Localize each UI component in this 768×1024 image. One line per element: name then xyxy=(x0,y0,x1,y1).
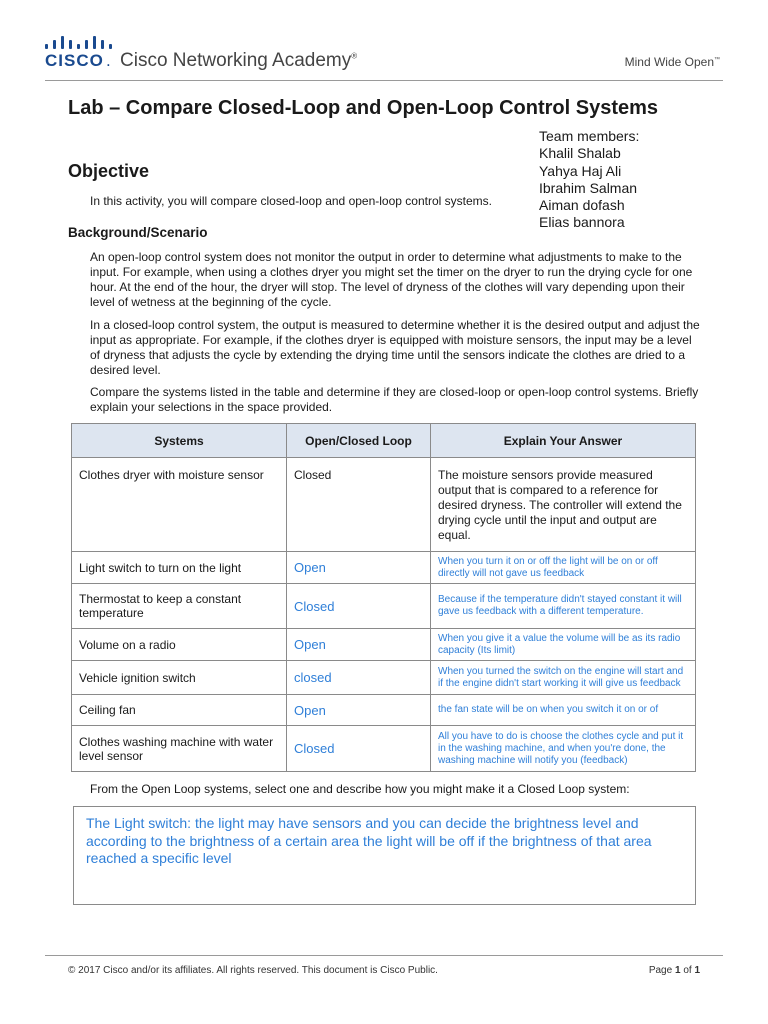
closed-loop-answer: The Light switch: the light may have sensors and you can decide the brightness level and according to the brightness of a certain area the light will be off if the brightness of that area reached a specific level xyxy=(86,815,652,866)
system-cell: Light switch to turn on the light xyxy=(72,552,287,584)
explain-cell: When you turned the switch on the engine will start and if the engine didn't start working it will give us feedback xyxy=(431,661,696,695)
table-header-row xyxy=(72,424,696,458)
system-cell: Volume on a radio xyxy=(72,629,287,661)
objective-heading: Objective xyxy=(68,161,150,181)
header-divider xyxy=(45,80,723,81)
loop-cell: Closed xyxy=(287,726,431,772)
brand-dot: . xyxy=(106,51,111,70)
system-cell: Thermostat to keep a constant temperature xyxy=(72,584,287,629)
table-row xyxy=(72,695,696,726)
system-cell: Clothes washing machine with water level sensor xyxy=(72,726,287,772)
copyright: © 2017 Cisco and/or its affiliates. All rights reserved. This document is Cisco Public. xyxy=(68,965,438,976)
loop-cell: Open xyxy=(287,552,431,584)
system-cell: Ceiling fan xyxy=(72,695,287,726)
header-explain: Explain Your Answer xyxy=(431,424,696,458)
explain-cell: The moisture sensors provide measured output that is compared to a reference for desired dryness. The controller will extend the drying cycle until the input and output are equal. xyxy=(431,458,696,552)
team-member: Elias bannora xyxy=(539,214,625,231)
table-row xyxy=(72,661,696,695)
academy-name: Cisco Networking Academy® xyxy=(120,50,358,71)
background-paragraph: An open-loop control system does not monitor the output in order to determine what adjustments to make to the input. For example, when using a clothes dryer you might set the timer on the dryer to run the drying cycle for one hour. At the end of the hour, the dryer will stop. The level of dryness of the clothes will vary depending upon their level of wetness at the beginning of the cycle. xyxy=(90,250,693,309)
explain-cell: the fan state will be on when you switch it on or of xyxy=(431,695,696,726)
explain-cell: When you give it a value the volume will be as its radio capacity (Its limit) xyxy=(431,629,696,661)
cisco-logo-bars-icon xyxy=(45,33,109,49)
team-member: Khalil Shalab xyxy=(539,145,621,162)
table-row xyxy=(72,726,696,772)
footer-divider xyxy=(45,955,723,956)
page-title: Lab – Compare Closed-Loop and Open-Loop Control Systems xyxy=(68,97,659,119)
tagline: Mind Wide Open™ xyxy=(624,55,720,69)
loop-cell: closed xyxy=(287,661,431,695)
table-row xyxy=(72,584,696,629)
objective-text: In this activity, you will compare closed-loop and open-loop control systems. xyxy=(90,194,492,208)
background-heading: Background/Scenario xyxy=(68,225,208,240)
page-number: Page 1 of 1 xyxy=(648,965,700,976)
closed-loop-answer-box xyxy=(73,806,696,905)
cisco-brand: CISCO xyxy=(45,51,104,70)
loop-cell: Open xyxy=(287,629,431,661)
background-paragraph: Compare the systems listed in the table and determine if they are closed-loop or open-loop control systems. Briefly explain your selections in the space provided. xyxy=(90,385,699,414)
header-systems: Systems xyxy=(72,424,287,458)
team-member: Ibrahim Salman xyxy=(539,179,638,196)
table-row xyxy=(72,458,696,552)
loop-cell: Closed xyxy=(287,458,431,552)
team-member: Yahya Haj Ali xyxy=(539,162,622,179)
explain-cell: When you turn it on or off the light will be on or off directly will not gave us feedback xyxy=(431,552,696,584)
table-row xyxy=(72,552,696,584)
system-cell: Clothes dryer with moisture sensor xyxy=(72,458,287,552)
header-loop: Open/Closed Loop xyxy=(287,424,431,458)
team-member: Aiman dofash xyxy=(539,197,625,214)
systems-table xyxy=(71,423,696,772)
closed-loop-prompt: From the Open Loop systems, select one and describe how you might make it a Closed Loop system: xyxy=(90,782,630,796)
table-row xyxy=(72,629,696,661)
team-members xyxy=(539,128,639,232)
loop-cell: Open xyxy=(287,695,431,726)
explain-cell: All you have to do is choose the clothes cycle and put it in the washing machine, and when you're done, the washing machine will notify you (feedback) xyxy=(431,726,696,772)
loop-cell: Closed xyxy=(287,584,431,629)
explain-cell: Because if the temperature didn't stayed constant it will gave us feedback with a different temperature. xyxy=(431,584,696,629)
team-label: Team members: xyxy=(539,128,640,144)
background-paragraph: In a closed-loop control system, the output is measured to determine whether it is the desired output and adjust the input as appropriate. For example, if the clothes dryer is equipped with moisture sensors, the input may be a level of dryness that adjusts the cycle by extending the drying time until the sensors indicate the clothes are dried to a desired level. xyxy=(90,318,700,377)
system-cell: Vehicle ignition switch xyxy=(72,661,287,695)
